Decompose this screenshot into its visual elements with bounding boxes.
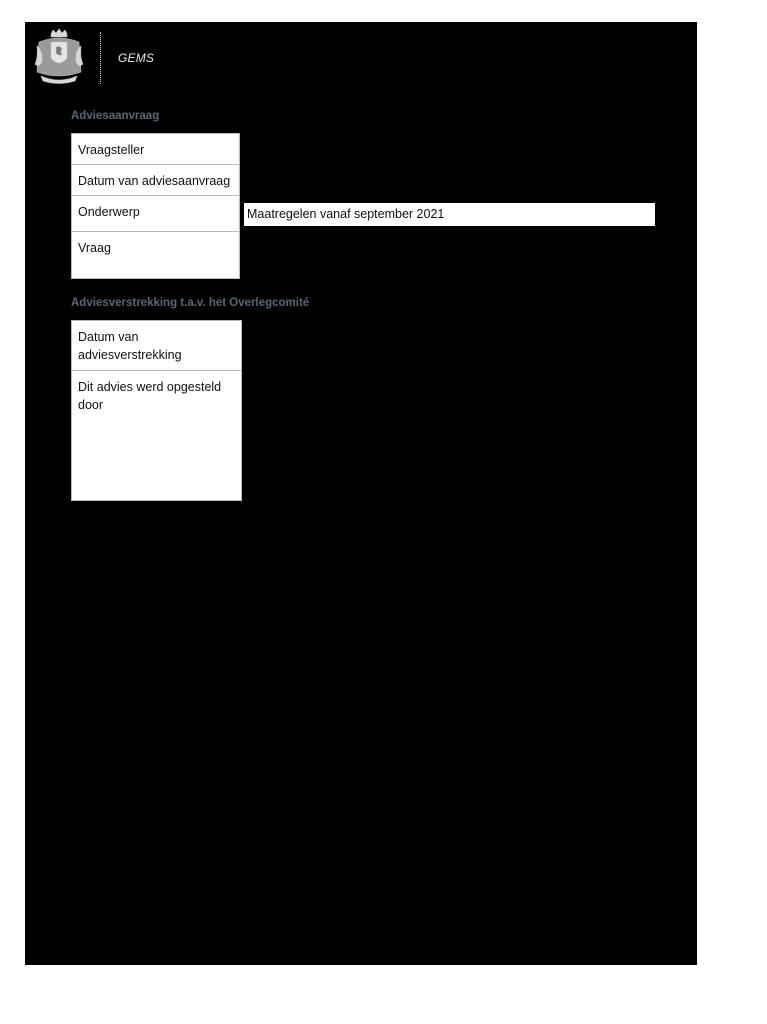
request-label-table — [71, 133, 240, 279]
advice-label-table — [71, 320, 242, 501]
document-page — [25, 22, 697, 965]
request-section-heading: Adviesaanvraag — [71, 110, 160, 122]
logo-divider — [100, 32, 101, 84]
advice-section-heading: Adviesverstrekking t.a.v. het Overlegcomité — [71, 297, 310, 309]
coat-of-arms-icon — [33, 28, 85, 86]
row-label-requester: Vraagsteller — [72, 134, 239, 165]
organization-name: GEMS — [118, 51, 155, 65]
subject-value: Maatregelen vanaf september 2021 — [244, 203, 655, 226]
row-label-advice-date: Datum van adviesverstrekking — [72, 321, 241, 371]
row-label-request-date: Datum van adviesaanvraag — [72, 165, 239, 196]
row-label-question: Vraag — [78, 241, 111, 255]
row-label-authors: Dit advies werd opgesteld door — [78, 380, 222, 412]
row-label-subject: Onderwerp — [72, 196, 239, 232]
